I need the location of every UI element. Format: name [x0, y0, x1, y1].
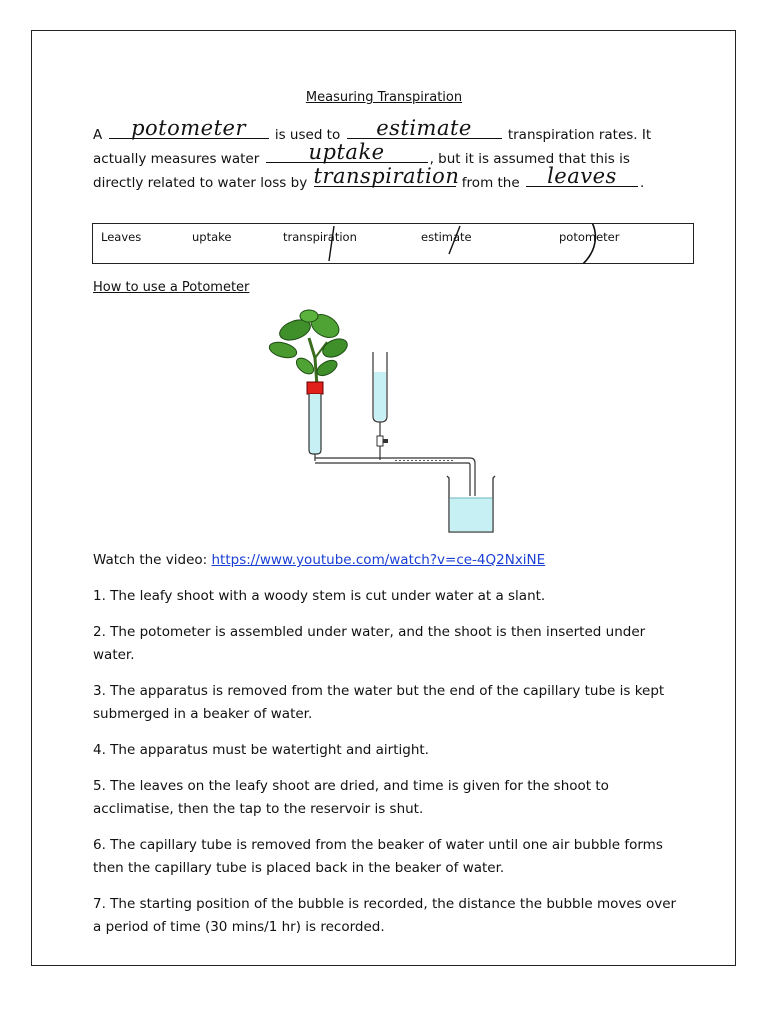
blank-potometer[interactable]: [109, 116, 269, 140]
word-bank-item: uptake: [192, 230, 232, 244]
word-bank: [92, 223, 694, 264]
sentence-text: is used to: [274, 127, 341, 143]
word-bank-item: Leaves: [101, 230, 142, 244]
video-line: [93, 552, 545, 568]
step-2: 2. The potometer is assembled under water, and the shoot is then inserted under water.: [93, 624, 646, 663]
page-title: Measuring Transpiration: [305, 90, 463, 105]
blank-leaves[interactable]: [526, 164, 638, 188]
blank-transpiration[interactable]: [313, 164, 460, 188]
step-1: 1. The leafy shoot with a woody stem is cut under water at a slant.: [93, 588, 546, 604]
handwritten-answer: transpiration: [313, 164, 460, 188]
sentence-text: , but it is assumed that this is: [429, 151, 630, 167]
step-6: 6. The capillary tube is removed from the beaker of water until one air bubble forms then the capillary tube is placed back in the beaker of water.: [93, 837, 663, 876]
sentence-text: directly related to water loss by: [93, 175, 308, 191]
step-3: 3. The apparatus is removed from the water but the end of the capillary tube is kept submerged in a beaker of water.: [93, 683, 665, 722]
blank-estimate[interactable]: [347, 116, 502, 140]
word-bank-item: potometer: [559, 230, 620, 244]
rubber-bung: [307, 382, 323, 394]
handwritten-answer: estimate: [376, 116, 472, 140]
handwritten-answer: uptake: [308, 140, 385, 164]
step-5: 5. The leaves on the leafy shoot are dried, and time is given for the shoot to acclimatise, then the tap to the reservoir is shut.: [93, 778, 609, 817]
handwritten-answer: leaves: [547, 164, 617, 188]
step-7: 7. The starting position of the bubble is recorded, the distance the bubble moves over a period of time (30 mins/1 hr) is recorded.: [93, 896, 677, 935]
word-bank-item: transpiration: [283, 230, 357, 244]
sentence-text: A: [93, 127, 103, 143]
sentence-text: transpiration rates. It: [507, 127, 652, 143]
video-link[interactable]: https://www.youtube.com/watch?v=ce-4Q2NxiNE: [211, 552, 546, 568]
video-label: Watch the video:: [93, 552, 208, 568]
step-4: 4. The apparatus must be watertight and airtight.: [93, 742, 429, 758]
reservoir-tap: [377, 436, 383, 446]
handwritten-answer: potometer: [131, 116, 246, 140]
sentence-line-3: [93, 164, 645, 191]
word-bank-item: estimate: [421, 230, 472, 244]
sentence-text: from the: [461, 175, 520, 191]
potometer-diagram: [265, 308, 505, 540]
blank-uptake[interactable]: [266, 140, 428, 164]
sentence-text: .: [639, 175, 645, 191]
leafy-shoot-illustration: [268, 310, 350, 386]
section-heading: How to use a Potometer: [93, 280, 250, 295]
cross-out-marks: [93, 224, 693, 264]
sentence-text: actually measures water: [93, 151, 260, 167]
